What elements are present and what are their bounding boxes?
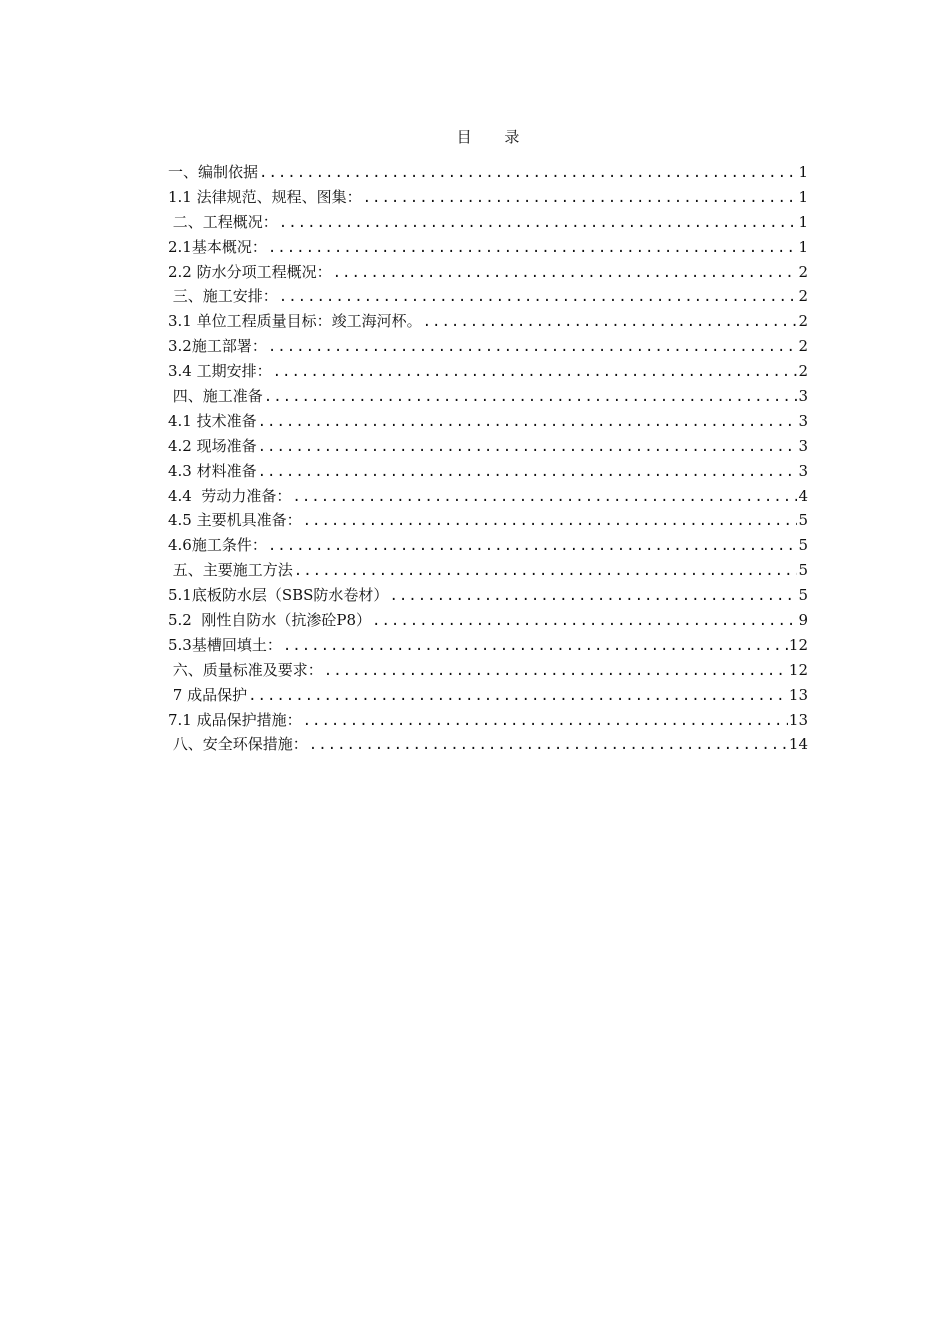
toc-dot-leader (279, 211, 798, 236)
toc-entry[interactable] (168, 732, 808, 757)
toc-dot-leader (273, 360, 798, 385)
toc-entry[interactable] (168, 434, 808, 459)
toc-entry-page-number: 1 (798, 212, 808, 231)
toc-entry-page-number: 1 (798, 237, 808, 256)
toc-entry[interactable] (168, 508, 808, 533)
toc-entry-label: 4.3 材料准备 (168, 461, 257, 480)
toc-dot-leader (279, 285, 798, 310)
toc-entry-label: 3.2施工部署： (168, 337, 267, 356)
toc-dot-leader (372, 609, 797, 634)
toc-entry-page-number: 1 (798, 187, 808, 206)
toc-dot-leader (309, 733, 788, 758)
toc-entry-page-number: 4 (798, 486, 808, 505)
toc-dot-leader (264, 385, 798, 410)
toc-entry-label: 5.1底板防水层（SBS防水卷材） (168, 586, 389, 605)
toc-entry[interactable] (168, 459, 808, 484)
toc-dot-leader (258, 460, 798, 485)
toc-entry-page-number: 2 (798, 362, 808, 381)
toc-entry-page-number: 5 (798, 561, 808, 580)
toc-entry[interactable] (168, 185, 808, 210)
toc-list (168, 160, 808, 757)
toc-entry-label: 4.5 主要机具准备： (168, 511, 302, 530)
toc-entry-page-number: 9 (798, 611, 808, 630)
toc-entry[interactable] (168, 235, 808, 260)
toc-entry[interactable] (168, 160, 808, 185)
toc-entry[interactable] (168, 359, 808, 384)
toc-entry[interactable] (168, 533, 808, 558)
toc-entry-page-number: 2 (798, 287, 808, 306)
toc-entry[interactable] (168, 484, 808, 509)
toc-dot-leader (268, 534, 798, 559)
toc-title: 目 录 (456, 128, 534, 146)
toc-entry-page-number: 3 (798, 461, 808, 480)
toc-entry[interactable] (168, 608, 808, 633)
toc-dot-leader (258, 410, 798, 435)
toc-entry-label: 7.1 成品保护措施： (168, 710, 302, 729)
toc-entry-page-number: 3 (798, 387, 808, 406)
toc-entry[interactable] (168, 708, 808, 733)
toc-entry-page-number: 3 (798, 411, 808, 430)
toc-dot-leader (283, 634, 788, 659)
toc-entry[interactable] (168, 260, 808, 285)
toc-entry-page-number: 3 (798, 436, 808, 455)
toc-dot-leader (292, 485, 797, 510)
toc-entry[interactable] (168, 334, 808, 359)
toc-dot-leader (389, 584, 797, 609)
toc-entry[interactable] (168, 210, 808, 235)
toc-entry[interactable] (168, 683, 808, 708)
toc-entry[interactable] (168, 583, 808, 608)
toc-entry-label: 五、主要施工方法 (168, 561, 293, 580)
toc-dot-leader (303, 709, 788, 734)
toc-dot-leader (303, 509, 798, 534)
toc-entry-label: 5.3基槽回填土： (168, 635, 282, 654)
toc-dot-leader (268, 236, 798, 261)
toc-entry-page-number: 2 (798, 337, 808, 356)
toc-entry-label: 4.6施工条件： (168, 536, 267, 555)
toc-entry[interactable] (168, 409, 808, 434)
toc-entry-label: 5.2 刚性自防水（抗渗砼P8） (168, 611, 372, 630)
toc-dot-leader (363, 186, 798, 211)
toc-entry-page-number: 13 (788, 710, 808, 729)
toc-entry-label: 7 成品保护 (168, 685, 248, 704)
toc-entry-label: 二、工程概况： (168, 212, 278, 231)
toc-entry-label: 2.1基本概况： (168, 237, 267, 256)
toc-entry-label: 三、施工安排： (168, 287, 278, 306)
toc-entry-label: 八、安全环保措施： (168, 735, 308, 754)
toc-dot-leader (423, 310, 798, 335)
toc-entry-label: 2.2 防水分项工程概况： (168, 262, 332, 281)
toc-entry-label: 四、施工准备 (168, 387, 263, 406)
toc-entry-page-number: 5 (798, 586, 808, 605)
toc-dot-leader (294, 559, 798, 584)
toc-dot-leader (324, 659, 788, 684)
toc-entry[interactable] (168, 658, 808, 683)
toc-dot-leader (333, 261, 798, 286)
toc-entry-page-number: 1 (798, 163, 808, 181)
toc-dot-leader (259, 161, 797, 186)
toc-entry-page-number: 2 (798, 312, 808, 331)
toc-entry[interactable] (168, 633, 808, 658)
toc-entry-label: 3.4 工期安排： (168, 362, 272, 381)
toc-dot-leader (258, 435, 798, 460)
toc-dot-leader (268, 335, 798, 360)
toc-entry-page-number: 12 (788, 635, 808, 654)
toc-dot-leader (248, 684, 788, 709)
toc-entry-page-number: 12 (788, 660, 808, 679)
toc-entry-label: 3.1 单位工程质量目标：竣工海河杯。 (168, 312, 422, 331)
toc-entry-page-number: 5 (798, 536, 808, 555)
toc-entry-page-number: 14 (788, 735, 808, 754)
toc-entry[interactable] (168, 284, 808, 309)
toc-entry-label: 4.2 现场准备 (168, 436, 257, 455)
toc-entry[interactable] (168, 558, 808, 583)
toc-entry-label: 一、编制依据 (168, 163, 259, 181)
toc-entry-label: 1.1 法律规范、规程、图集： (168, 187, 362, 206)
toc-entry[interactable] (168, 384, 808, 409)
toc-entry-page-number: 5 (798, 511, 808, 530)
toc-entry[interactable] (168, 309, 808, 334)
toc-entry-label: 4.4 劳动力准备： (168, 486, 292, 505)
toc-entry-label: 4.1 技术准备 (168, 411, 257, 430)
toc-entry-label: 六、质量标准及要求： (168, 660, 323, 679)
toc-entry-page-number: 2 (798, 262, 808, 281)
toc-entry-page-number: 13 (788, 685, 808, 704)
